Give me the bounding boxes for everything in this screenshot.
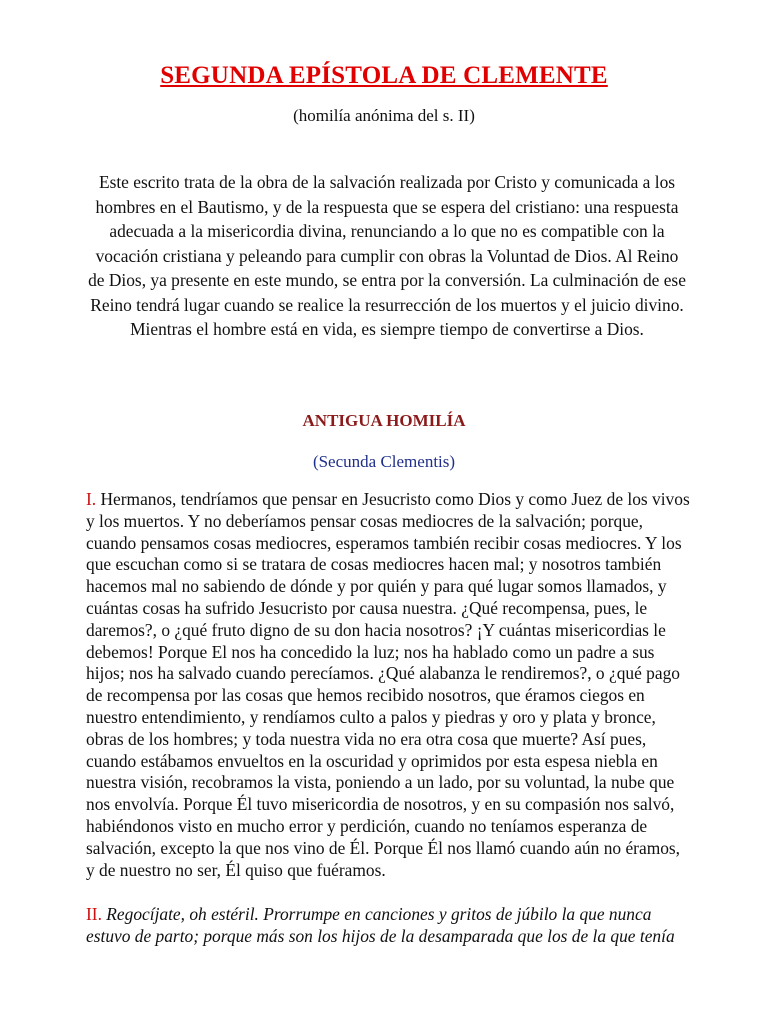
document-title: SEGUNDA EPÍSTOLA DE CLEMENTE — [160, 62, 608, 89]
paragraph-text: Regocíjate, oh estéril. Prorrumpe en canciones y gritos de júbilo la que nunca estuvo de parto; porque más son los hijos de la desamparada que los de la que tenía — [86, 904, 675, 946]
paragraph-number: I. — [86, 489, 97, 509]
document-subtitle: (homilía anónima del s. II) — [293, 106, 475, 125]
paragraph-1 — [86, 489, 692, 881]
section-title: ANTIGUA HOMILÍA — [302, 411, 466, 430]
paragraph-text: Hermanos, tendríamos que pensar en Jesucristo como Dios y como Juez de los vivos y los muertos. Y no deberíamos pensar cosas mediocres de la salvación; porque, cuando pensamos cosas mediocres, esperamos también recibir cosas mediocres. Y los que escuchan como si se tratara de cosas mediocres hacen mal; y nosotros también hacemos mal no sabiendo de dónde y por quién y para qué lugar somos llamados, y cuántas cosas ha sufrido Jesucristo por causa nuestra. ¿Qué recompensa, pues, le daremos?, o ¿qué fruto digno de su don hacia nosotros? ¡Y cuántas misericordias le debemos! Porque El nos ha concedido la luz; nos ha hablado como un padre a sus hijos; nos ha salvado cuando perecíamos. ¿Qué alabanza le rendiremos?, o ¿qué pago de recompensa por las cosas que hemos recibido nosotros, que éramos ciegos en nuestro entendimiento, y rendíamos culto a palos y piedras y oro y plata y bronce, obras de los hombres; y toda nuestra vida no era otra cosa que muerte? Así pues, cuando estábamos envueltos en la oscuridad y oprimidos por esta espesa niebla en nuestra visión, recobramos la vista, poniendo a un lado, por su voluntad, la nube que nos envolvía. Porque Él tuvo misericordia de nosotros, y en su compasión nos salvó, habiéndonos visto en mucho error y perdición, cuando no teníamos esperanza de salvación, excepto la que nos vino de Él. Porque Él nos llamó cuando aún no éramos, y de nuestro no ser, Él quiso que fuéramos. — [86, 489, 690, 880]
abstract-paragraph: Este escrito trata de la obra de la salvación realizada por Cristo y comunicada a los hombres en el Bautismo, y de la respuesta que se espera del cristiano: una respuesta adecuada a la misericordia divina, renunciando a lo que no es compatible con la vocación cristiana y peleando para cumplir con obras la Voluntad de Dios. Al Reino de Dios, ya presente en este mundo, se entra por la conversión. La culminación de ese Reino tendrá lugar cuando se realice la resurrección de los muertos y el juicio divino. Mientras el hombre está en vida, es siempre tiempo de convertirse a Dios. — [88, 172, 686, 339]
paragraph-number: II. — [86, 904, 102, 924]
section-subtitle: (Secunda Clementis) — [312, 452, 456, 471]
paragraph-2 — [86, 904, 692, 948]
